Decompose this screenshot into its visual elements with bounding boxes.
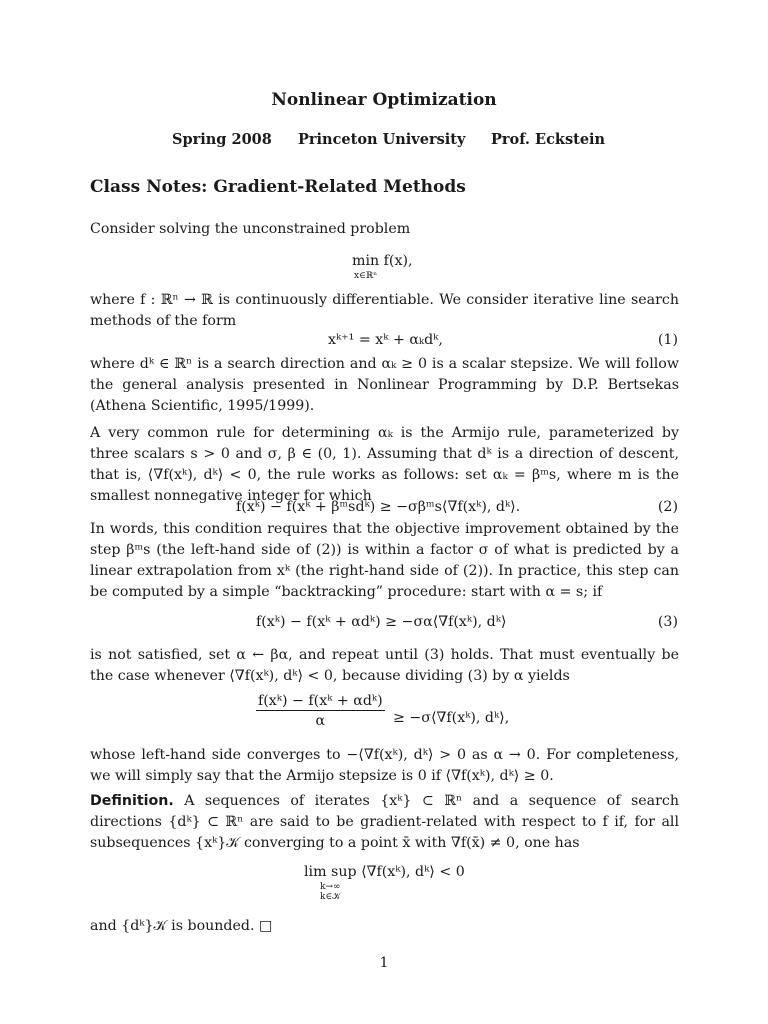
limsup-subscript-set: k∈𝒦 (320, 892, 341, 902)
equation-limsup (304, 862, 465, 902)
page-number: 1 (379, 955, 389, 971)
fraction-denominator: α (315, 713, 326, 729)
paragraph-convergence: whose left-hand side converges to −⟨∇f(xᵏ), dᵏ⟩ > 0 as α → 0. For completeness, we will simply say that the Armijo stepsize is 0 if ⟨∇f(xᵏ), dᵏ⟩ ≥ 0. (90, 747, 679, 784)
section-title: Class Notes: Gradient-Related Methods (90, 177, 466, 197)
paragraph-iterative: where f : ℝⁿ → ℝ is continuously differentiable. We consider iterative line search methods of the form (90, 292, 679, 329)
equation-1: xᵏ⁺¹ = xᵏ + αₖdᵏ, (328, 332, 443, 348)
min-subscript: x∈ℝⁿ (354, 271, 378, 281)
equation-2: f(xᵏ) − f(xᵏ + βᵐsdᵏ) ≥ −σβᵐs⟨∇f(xᵏ), dᵏ⟩. (236, 499, 521, 515)
definition-label: Definition. (90, 793, 174, 809)
equation-2-number: (2) (657, 499, 678, 515)
equation-3: f(xᵏ) − f(xᵏ + αdᵏ) ≥ −σα⟨∇f(xᵏ), dᵏ⟩ (256, 614, 507, 630)
definition-body: A sequences of iterates {xᵏ} ⊂ ℝⁿ and a sequence of search directions {dᵏ} ⊂ ℝⁿ are said to be gradient-related with respect to f if, for all subsequences {xᵏ}𝒦 converging to a point x̄ with ∇f(x̄) ≠ 0, one has (90, 793, 679, 851)
course-title: Nonlinear Optimization (271, 90, 497, 110)
university: Princeton University (298, 131, 466, 148)
paragraph-armijo: A very common rule for determining αₖ is the Armijo rule, parameterized by three scalars s > 0 and σ, β ∈ (0, 1). Assuming that dᵏ is a direction of descent, that is, ⟨∇f(xᵏ), dᵏ⟩ < 0, the rule works as follows: set αₖ = βᵐs, where m is the smallest nonnegative integer for which (90, 425, 679, 504)
equation-3-number: (3) (657, 614, 678, 630)
paragraph-intro: Consider solving the unconstrained problem (90, 221, 411, 237)
paragraph-backtracking: is not satisfied, set α ← βα, and repeat until (3) holds. That must eventually be the case whenever ⟨∇f(xᵏ), dᵏ⟩ < 0, because dividing (3) by α yields (90, 647, 679, 684)
limsup-operator: lim sup (304, 864, 357, 880)
semester: Spring 2008 (172, 131, 272, 148)
equation-min (352, 251, 413, 281)
paragraph-in-words: In words, this condition requires that the objective improvement obtained by the step βᵐs (the left-hand side of (2)) is within a factor σ of what is predicted by a linear extrapolation from xᵏ (the right-hand side of (2)). In practice, this step can be computed by a simple “backtracking” procedure: start with α = s; if (90, 521, 679, 600)
paragraph-bounded: and {dᵏ}𝒦 is bounded. □ (90, 918, 273, 934)
instructor: Prof. Eckstein (491, 131, 606, 148)
fraction-quotient (256, 693, 385, 729)
paragraph-search-direction: where dᵏ ∈ ℝⁿ is a search direction and αₖ ≥ 0 is a scalar stepsize. We will follow the general analysis presented in Nonlinear Programming by D.P. Bertsekas (Athena Scientific, 1995/1999). (90, 356, 679, 414)
min-operator: min (352, 253, 380, 269)
min-expression: f(x), (383, 253, 413, 269)
fraction-bar (256, 710, 385, 711)
equation-1-number: (1) (657, 332, 678, 348)
definition-paragraph (90, 791, 679, 854)
fraction-numerator: f(xᵏ) − f(xᵏ + αdᵏ) (258, 693, 383, 709)
limsup-expression: ⟨∇f(xᵏ), dᵏ⟩ < 0 (361, 864, 465, 880)
limsup-subscript-limit: k→∞ (320, 882, 341, 892)
fraction-rhs: ≥ −σ⟨∇f(xᵏ), dᵏ⟩, (393, 710, 510, 726)
